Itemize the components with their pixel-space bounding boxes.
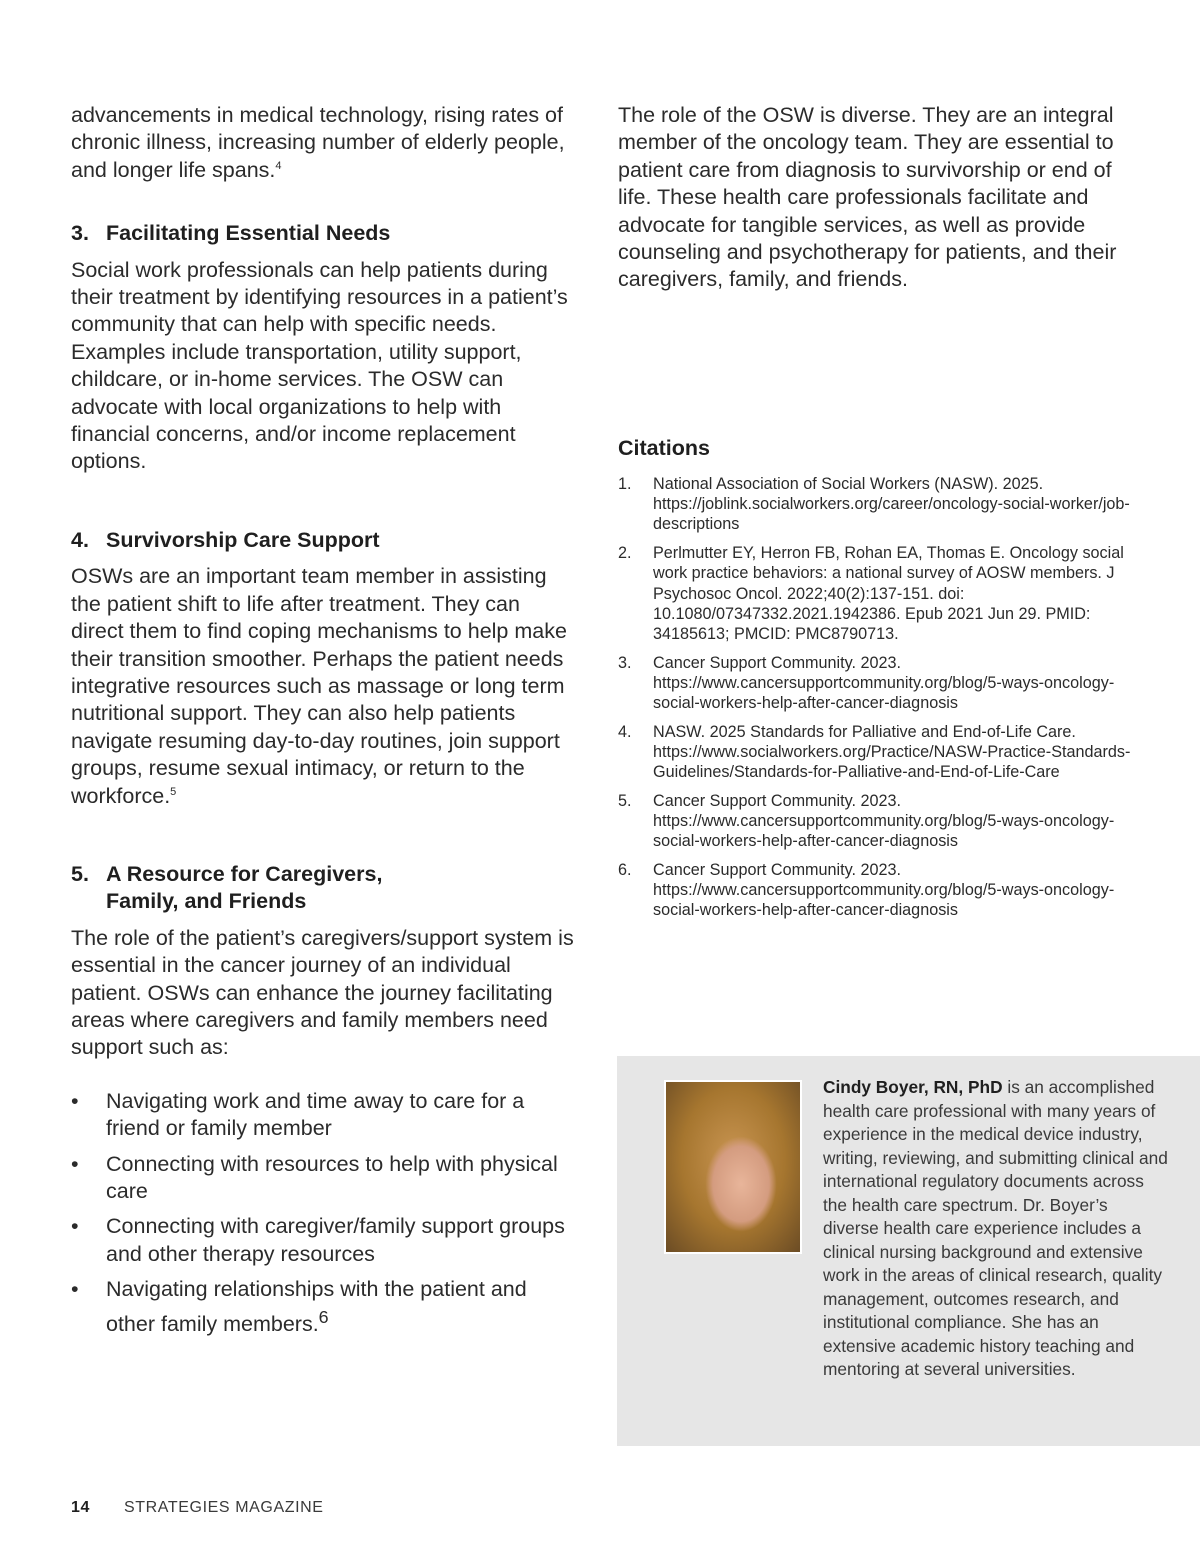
citation-item: [618, 722, 1138, 783]
citation-number: 2.: [618, 544, 632, 563]
section-4-reference: 5: [170, 785, 177, 798]
section-4-heading: [71, 527, 576, 554]
right-column: [618, 102, 1138, 920]
bullet-item: [71, 1088, 576, 1143]
bullet-reference: 6: [318, 1306, 329, 1327]
section-3-title: Facilitating Essential Needs: [106, 221, 391, 246]
citation-number: 1.: [618, 475, 632, 493]
bullet-text: Connecting with caregiver/family support groups and other therapy resources: [106, 1214, 565, 1266]
citations-list: [618, 474, 1138, 929]
citation-number: 3.: [618, 653, 632, 672]
bullet-text: Navigating work and time away to care for a friend or family member: [106, 1088, 525, 1141]
citation-item: [618, 474, 1138, 535]
section-5-number: 5.: [71, 861, 89, 886]
author-bio-box: [617, 1056, 1200, 1446]
section-4-title: Survivorship Care Support: [106, 527, 380, 552]
citation-text: Perlmutter EY, Herron FB, Rohan EA, Thomas E. Oncology social work practice behaviors: a national survey of AOSW members. J Psychosoc Oncol. 2022;40(2):137-151. doi: 10.1080/07347332.2021.1942386. Epub 2021 Jun 29. PMID: 34185613; PMCID: PMC8790713.: [653, 544, 1124, 643]
left-column: [71, 102, 576, 1346]
author-bio-text: is an accomplished health care professional with many years of experience in the medical device industry, writing, reviewing, and submitting clinical and international regulatory documents across the health care spectrum. Dr. Boyer’s diverse health care experience includes a clinical nursing background and extensive work in the areas of clinical research, quality management, outcomes research, and institutional compliance. She has an extensive academic history teaching and mentoring at several universities.: [823, 1077, 1168, 1379]
intro-reference: 4: [275, 159, 282, 172]
bullet-item: [71, 1151, 576, 1206]
citation-text: National Association of Social Workers (NASW). 2025. https://joblink.socialworkers.org/career/oncology-social-worker/job-descriptions: [653, 475, 1130, 534]
section-5-title-line-2: Family, and Friends: [106, 889, 307, 914]
section-3-number: 3.: [71, 221, 89, 246]
citation-text: Cancer Support Community. 2023. https://www.cancersupportcommunity.org/blog/5-ways-oncology-social-workers-help-after-cancer-diagnosis: [653, 860, 1115, 920]
bullet-item: [71, 1276, 576, 1338]
citation-text: NASW. 2025 Standards for Palliative and End-of-Life Care. https://www.socialworkers.org/Practice/NASW-Practice-Standards-Guidelines/Standards-for-Palliative-and-End-of-Life-Care: [653, 722, 1131, 782]
page-footer: [71, 1499, 324, 1517]
citation-number: 4.: [618, 722, 632, 741]
section-5-body: The role of the patient’s caregivers/support system is essential in the cancer journey of an individual patient. OSWs can enhance the journey facilitating areas where caregivers and family members need support such as:: [71, 925, 574, 1060]
bullet-marker: •: [71, 1214, 79, 1239]
osw-role-paragraph: The role of the OSW is diverse. They are an integral member of the oncology team. They are essential to patient care from diagnosis to survivorship or end of life. These health care professionals facilitate and advocate for tangible services, as well as provide counseling and psychotherapy for patients, and their caregivers, family, and friends.: [618, 103, 1117, 292]
page-number: 14: [71, 1499, 90, 1516]
citation-number: 5.: [618, 791, 632, 810]
intro-paragraph: [71, 102, 576, 184]
citation-item: [618, 543, 1138, 644]
section-3-body: Social work professionals can help patients during their treatment by identifying resources in a patient’s community that can help with specific needs. Examples include transportation, utility support, childcare, or in-home services. The OSW can advocate with local organizations to help with financial concerns, and/or income replacement options.: [71, 257, 568, 474]
section-5-title-line-1: A Resource for Caregivers,: [106, 861, 383, 886]
section-5-heading: [71, 861, 576, 916]
bullet-marker: •: [71, 1088, 79, 1113]
citation-text: Cancer Support Community. 2023. https://www.cancersupportcommunity.org/blog/5-ways-oncology-social-workers-help-after-cancer-diagnosis: [653, 653, 1115, 713]
citation-text: Cancer Support Community. 2023. https://www.cancersupportcommunity.org/blog/5-ways-oncology-social-workers-help-after-cancer-diagnosis: [653, 791, 1115, 851]
author-name: Cindy Boyer, RN, PhD: [823, 1077, 1003, 1097]
support-bullet-list: [71, 1088, 576, 1338]
citation-number: 6.: [618, 860, 632, 879]
section-4-text: OSWs are an important team member in assisting the patient shift to life after treatment. They can direct them to find coping mechanisms to help make their transition smoother. Perhaps the patient needs integrative resources such as massage or long term nutritional support. They can also help patients navigate resuming day-to-day routines, join support groups, resume sexual intimacy, or return to the workforce.: [71, 564, 567, 808]
bullet-marker: •: [71, 1151, 79, 1176]
author-photo: [664, 1080, 802, 1254]
citation-item: [618, 653, 1138, 714]
bullet-item: [71, 1213, 576, 1268]
section-4-number: 4.: [71, 527, 89, 552]
bullet-text: Connecting with resources to help with physical care: [106, 1151, 558, 1203]
bullet-text: Navigating relationships with the patient and other family members.$^6$: [106, 1277, 527, 1336]
citations-heading: Citations: [618, 436, 710, 460]
citation-item: [618, 860, 1138, 921]
citation-item: [618, 791, 1138, 852]
section-4-body: [71, 563, 576, 810]
author-bio: [823, 1076, 1168, 1382]
section-3-heading: [71, 220, 576, 247]
bullet-marker: •: [71, 1277, 79, 1302]
intro-text: advancements in medical technology, rising rates of chronic illness, increasing number of elderly people, and longer life spans.: [71, 103, 565, 182]
magazine-name: STRATEGIES MAGAZINE: [124, 1499, 324, 1516]
section-5-title: [106, 861, 382, 916]
